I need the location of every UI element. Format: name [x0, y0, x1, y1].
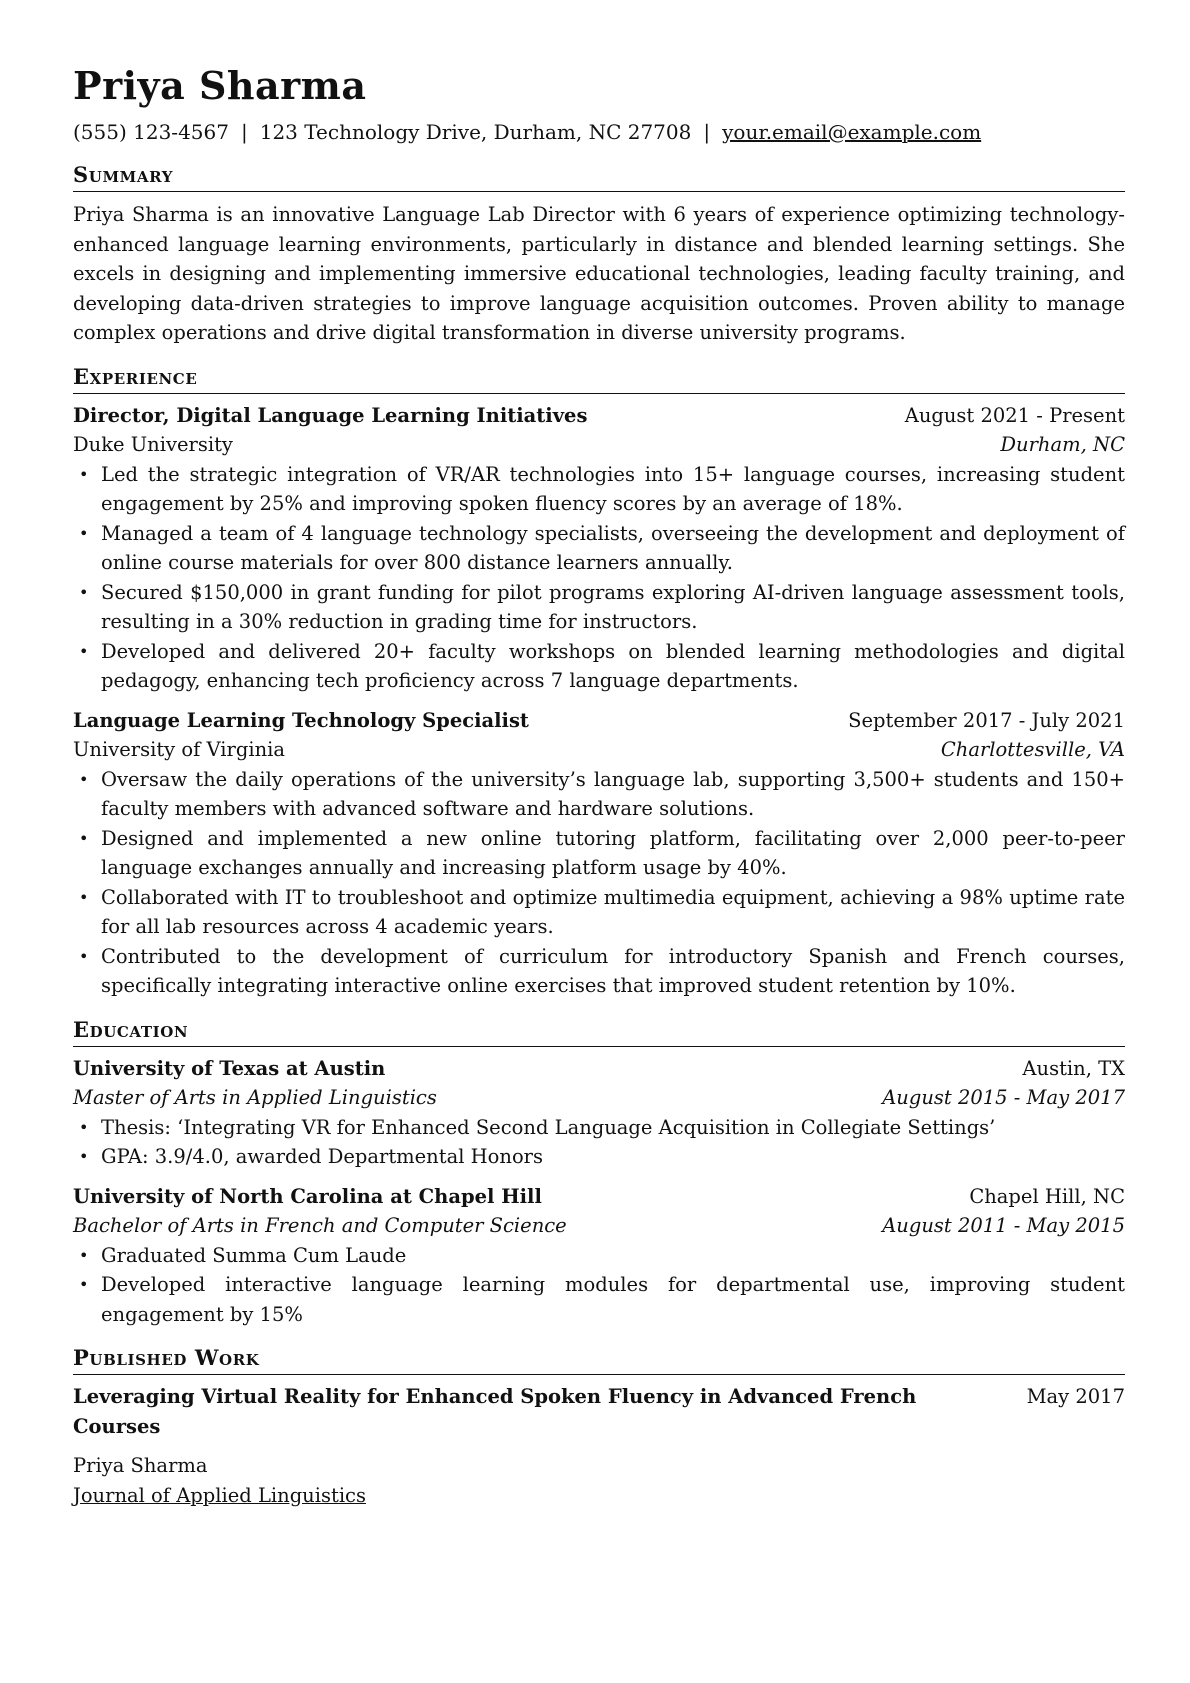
section-title-experience: Experience: [73, 364, 1125, 394]
job-entry: [73, 706, 1125, 1001]
section-title-published-work: Published Work: [73, 1345, 1125, 1375]
degree: Bachelor of Arts in French and Computer Science: [73, 1214, 567, 1237]
publication-journal-link[interactable]: Journal of Applied Linguistics: [73, 1483, 366, 1507]
list-item: • Managed a team of 4 language technology specialists, overseeing the development and deployment of online course materials for over 800 distance learners annually.: [101, 519, 1125, 578]
published-work-section: [73, 1345, 1125, 1510]
list-item: • Designed and implemented a new online tutoring platform, facilitating over 2,000 peer-to-peer language exchanges annually and increasing platform usage by 40%.: [101, 824, 1125, 883]
list-item: • Led the strategic integration of VR/AR technologies into 15+ language courses, increasing student engagement by 25% and improving spoken fluency scores by an average of 18%.: [101, 460, 1125, 519]
resume-page: [73, 62, 1125, 1510]
education-dates: August 2015 - May 2017: [882, 1086, 1125, 1109]
education-dates: August 2011 - May 2015: [882, 1214, 1125, 1237]
publication-date: May 2017: [1026, 1385, 1125, 1408]
contact-separator: |: [240, 120, 248, 144]
list-item: • Oversaw the daily operations of the university’s language lab, supporting 3,500+ students and 150+ faculty members with advanced software and hardware solutions.: [101, 765, 1125, 824]
list-item: • Contributed to the development of curriculum for introductory Spanish and French courses, specifically integrating interactive online exercises that improved student retention by 10%.: [101, 942, 1125, 1001]
job-location: Charlottesville, VA: [940, 738, 1125, 761]
job-bullets: [73, 460, 1125, 696]
contact-line: [73, 118, 1125, 146]
publication-entry: [73, 1382, 1125, 1510]
education-bullets: [73, 1241, 1125, 1330]
job-org: University of Virginia: [73, 738, 285, 761]
list-item: • Developed interactive language learning modules for departmental use, improving student engagement by 15%: [101, 1270, 1125, 1329]
education-section: [73, 1017, 1125, 1330]
contact-separator: |: [703, 120, 711, 144]
education-entry: [73, 1182, 1125, 1330]
publication-author: Priya Sharma: [73, 1454, 208, 1477]
email-link[interactable]: your.email@example.com: [722, 120, 982, 144]
list-item: • Collaborated with IT to troubleshoot and optimize multimedia equipment, achieving a 98% uptime rate for all lab resources across 4 academic years.: [101, 883, 1125, 942]
candidate-name: Priya Sharma: [73, 63, 367, 108]
list-item: • Graduated Summa Cum Laude: [101, 1241, 1125, 1271]
list-item: • Secured $150,000 in grant funding for pilot programs exploring AI-driven language assessment tools, resulting in a 30% reduction in grading time for instructors.: [101, 578, 1125, 637]
job-dates: September 2017 - July 2021: [848, 708, 1125, 732]
job-location: Durham, NC: [1000, 433, 1125, 456]
job-dates: August 2021 - Present: [904, 403, 1125, 427]
school-name: University of North Carolina at Chapel Hill: [73, 1184, 542, 1208]
publication-title: Leveraging Virtual Reality for Enhanced Spoken Fluency in Advanced French Courses: [73, 1385, 917, 1438]
experience-section: [73, 364, 1125, 1001]
section-title-summary: Summary: [73, 162, 1125, 192]
list-item: • GPA: 3.9/4.0, awarded Departmental Honors: [101, 1142, 1125, 1172]
school-location: Chapel Hill, NC: [969, 1184, 1125, 1208]
job-bullets: [73, 765, 1125, 1001]
summary-text: Priya Sharma is an innovative Language Lab Director with 6 years of experience optimizing technology-enhanced language learning environments, particularly in distance and blended learning settings. She excels in designing and implementing immersive educational technologies, leading faculty training, and developing data-driven strategies to improve language acquisition outcomes. Proven ability to manage complex operations and drive digital transformation in diverse university programs.: [73, 203, 1125, 344]
list-item: • Thesis: ‘Integrating VR for Enhanced Second Language Acquisition in Collegiate Settings’: [101, 1113, 1125, 1143]
education-bullets: [73, 1113, 1125, 1172]
section-title-education: Education: [73, 1017, 1125, 1047]
list-item: • Developed and delivered 20+ faculty workshops on blended learning methodologies and digital pedagogy, enhancing tech proficiency across 7 language departments.: [101, 637, 1125, 696]
degree: Master of Arts in Applied Linguistics: [73, 1086, 437, 1109]
education-entry: [73, 1054, 1125, 1172]
phone-number: (555) 123-4567: [73, 120, 229, 144]
job-role: Director, Digital Language Learning Initiatives: [73, 403, 588, 427]
summary-section: [73, 162, 1125, 348]
address: 123 Technology Drive, Durham, NC 27708: [259, 120, 692, 144]
job-role: Language Learning Technology Specialist: [73, 708, 529, 732]
school-name: University of Texas at Austin: [73, 1056, 386, 1080]
job-entry: [73, 401, 1125, 696]
job-org: Duke University: [73, 433, 233, 456]
school-location: Austin, TX: [1022, 1056, 1125, 1080]
